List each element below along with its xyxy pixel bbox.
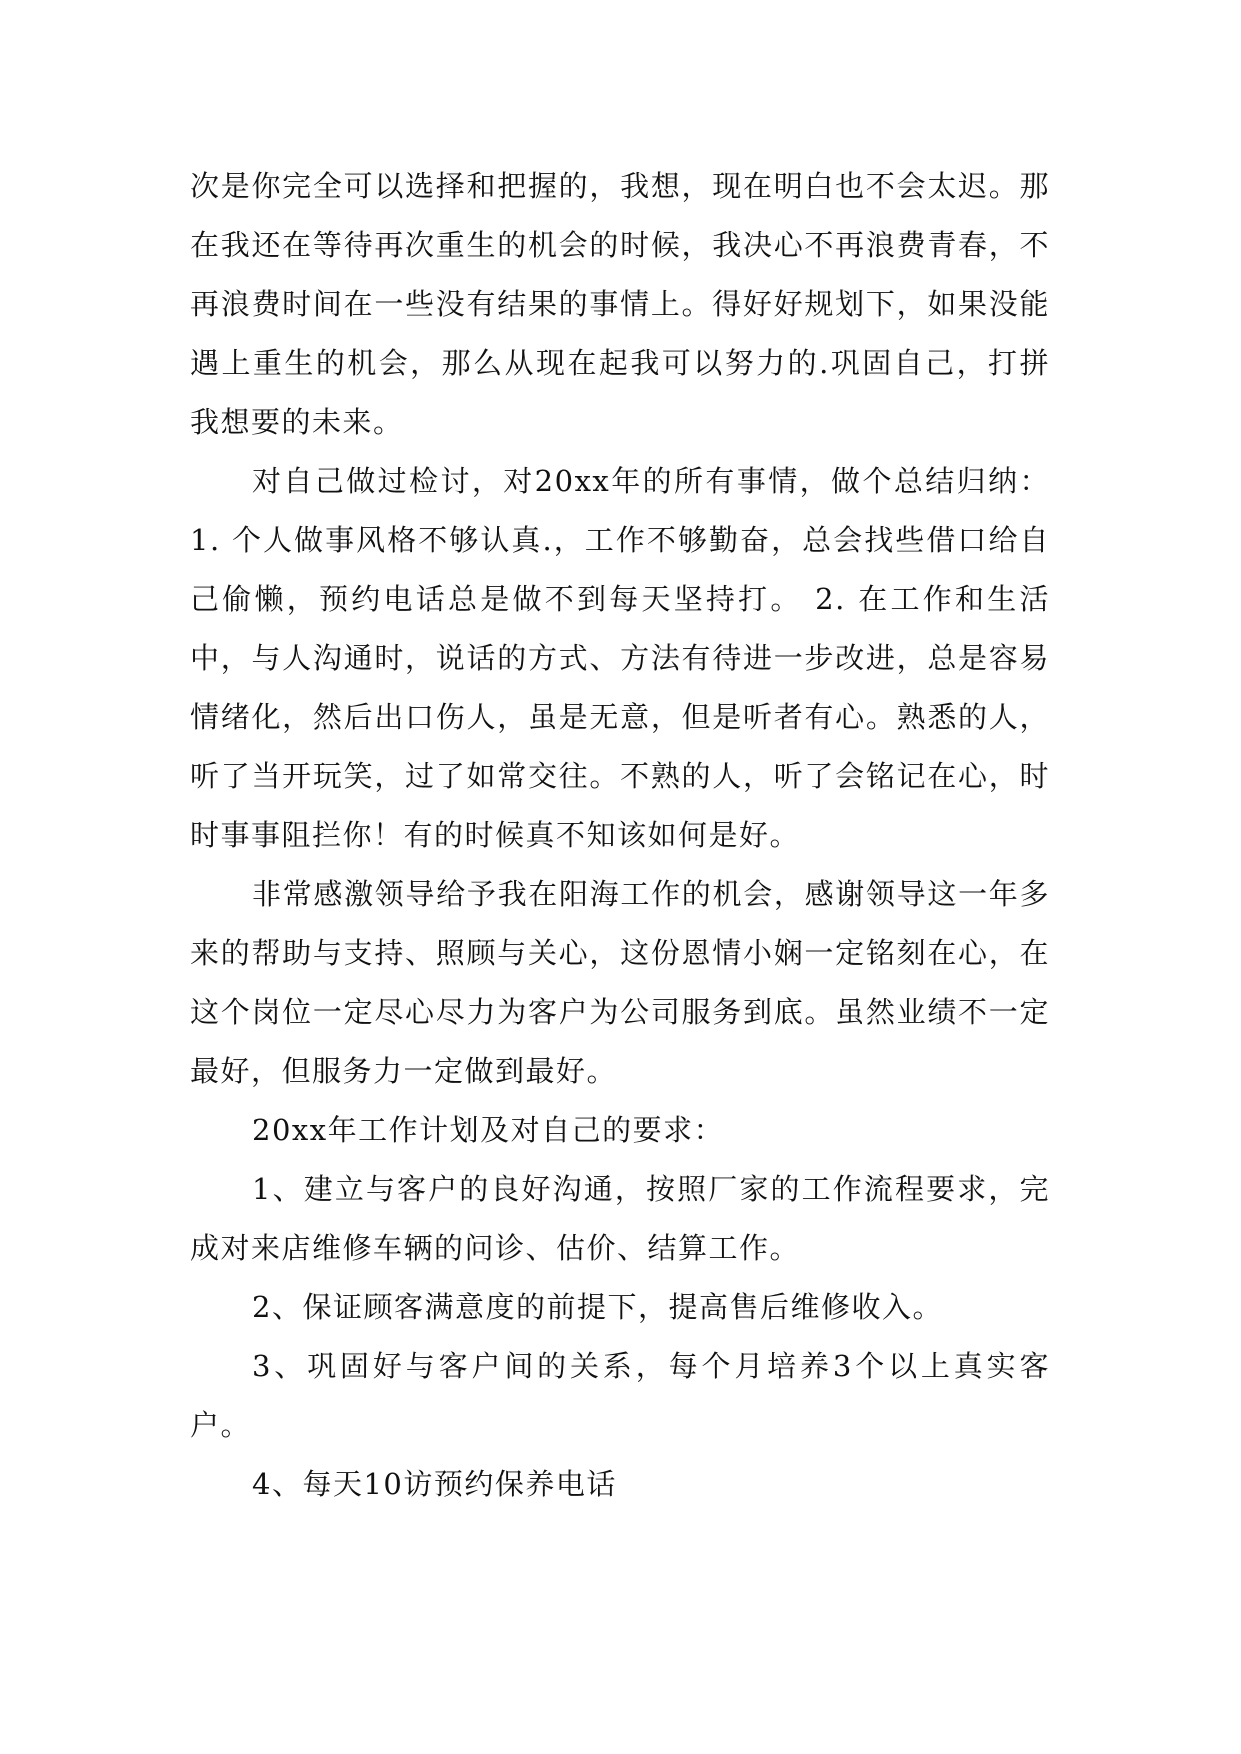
document-body	[190, 157, 1050, 1514]
paragraph-gratitude: 非常感激领导给予我在阳海工作的机会，感谢领导这一年多来的帮助与支持、照顾与关心，这份恩情小娴一定铭刻在心，在这个岗位一定尽心尽力为客户为公司服务到底。虽然业绩不一定最好，但服务力一定做到最好。	[190, 877, 1050, 1088]
plan-item-2: 2、保证顾客满意度的前提下，提高售后维修收入。	[252, 1290, 943, 1324]
plan-item-4: 4、每天10访预约保养电话	[252, 1467, 617, 1501]
paragraph-plan-heading: 20xx年工作计划及对自己的要求：	[252, 1113, 725, 1147]
plan-item-1: 1、建立与客户的良好沟通，按照厂家的工作流程要求，完成对来店维修车辆的问诊、估价、结算工作。	[190, 1172, 1050, 1265]
plan-item-3: 3、巩固好与客户间的关系，每个月培养3个以上真实客户。	[190, 1349, 1050, 1442]
paragraph-self-review: 对自己做过检讨，对20xx年的所有事情，做个总结归纳：1. 个人做事风格不够认真.，工作不够勤奋，总会找些借口给自己偷懒，预约电话总是做不到每天坚持打。 2. 在工作和生活中，与人沟通时，说话的方式、方法有待进一步改进，总是容易情绪化，然后出口伤人，虽是无意，但是听者有心。熟悉的人，听了当开玩笑，过了如常交往。不熟的人，听了会铭记在心，时时事事阻拦你！有的时候真不知该如何是好。	[190, 464, 1050, 852]
paragraph-continuation: 次是你完全可以选择和把握的，我想，现在明白也不会太迟。那在我还在等待再次重生的机会的时候，我决心不再浪费青春，不再浪费时间在一些没有结果的事情上。得好好规划下，如果没能遇上重生的机会，那么从现在起我可以努力的.巩固自己，打拼我想要的未来。	[190, 169, 1050, 439]
